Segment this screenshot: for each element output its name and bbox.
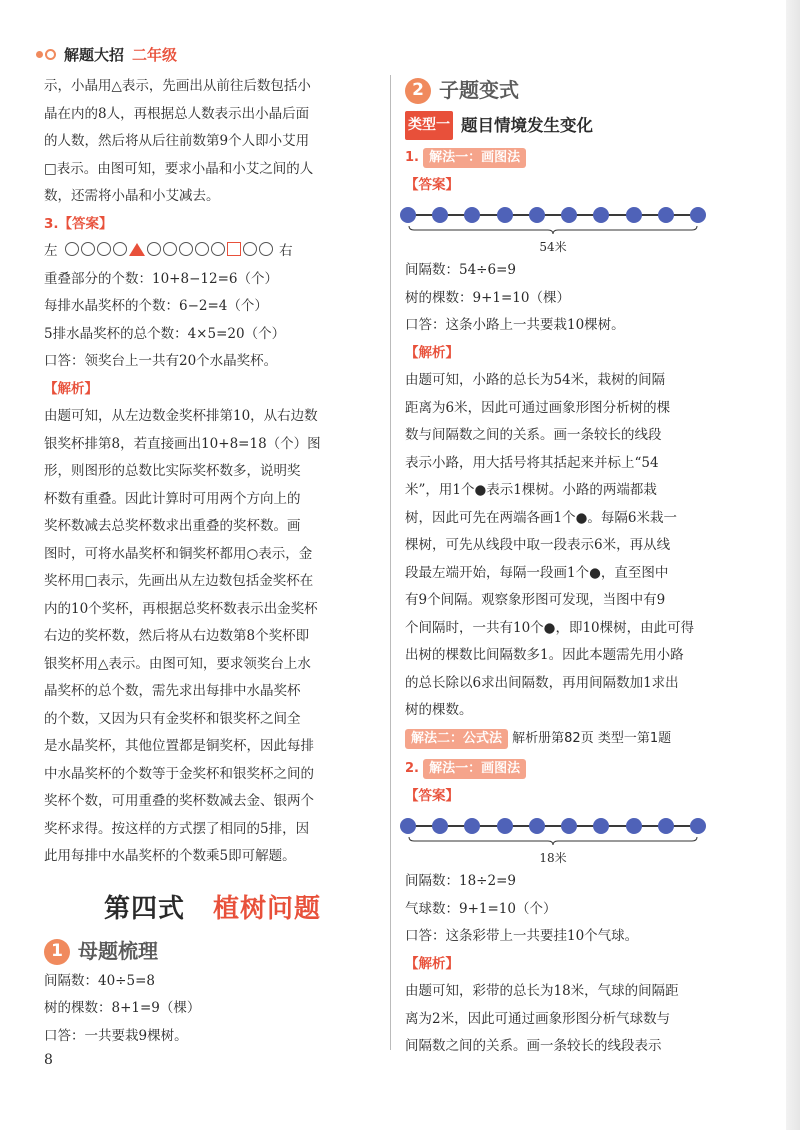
- balloon-diagram: [405, 812, 705, 864]
- road-line: [408, 214, 698, 216]
- text-line: 数与间隔数之间的关系。画一条较长的线段: [405, 427, 662, 443]
- dot-icon: [658, 207, 674, 223]
- analysis-paragraph: [44, 403, 377, 871]
- dot-icon: [690, 818, 706, 834]
- square-icon: [227, 242, 241, 256]
- text-line: 晶奖杯的总个数，需先求出每排中水晶奖杯: [44, 683, 301, 699]
- text-line: 间隔数之间的关系。画一条较长的线段表示: [405, 1038, 662, 1054]
- dot-icon: [561, 207, 577, 223]
- dot-icon: [497, 818, 513, 834]
- text-line: 奖杯用□表示，先画出从左边数包括金奖杯在: [44, 573, 314, 589]
- type-tag: 类型一: [405, 111, 453, 141]
- text-line: 银奖杯排第8，若直接画出10+8=18（个）图: [44, 435, 321, 452]
- dot-icon: [529, 818, 545, 834]
- method-line: [405, 755, 735, 783]
- question-number: 1.: [405, 150, 419, 165]
- header-title: 解题大招: [64, 46, 125, 64]
- answer-line: 间隔数：54÷6=9: [405, 262, 516, 278]
- text-line: 段最左端开始，每隔一段画1个●，直至图中: [405, 564, 669, 581]
- circle-icon: [147, 242, 161, 256]
- circle-icon: [97, 242, 111, 256]
- dot-icon: [593, 207, 609, 223]
- answer-line: 树的棵数：9+1=10（棵）: [405, 289, 570, 306]
- dot-icon: [529, 207, 545, 223]
- question-number: 2.: [405, 761, 419, 776]
- type-title: 题目情境发生变化: [461, 115, 593, 135]
- answer-line: 口答：领奖台上一共有20个水晶奖杯。: [44, 353, 278, 369]
- text-line: 图时，可将水晶奖杯和铜奖杯都用○表示，金: [44, 545, 313, 562]
- chapter-number: 第四式: [104, 894, 186, 924]
- question-number: 3.: [44, 215, 59, 232]
- dot-icon: [432, 207, 448, 223]
- left-column: [44, 73, 377, 871]
- text-line: 杯数有重叠。因此计算时可用两个方向上的: [44, 490, 301, 507]
- dot-icon: [464, 818, 480, 834]
- dot-icon: [626, 818, 642, 834]
- circle-icon: [81, 242, 95, 256]
- circle-icon: [113, 242, 127, 256]
- section-number-badge: 2: [405, 78, 431, 104]
- text-line: 距离为6米，因此可通过画象形图分析树的棵: [405, 399, 671, 416]
- dot-icon: [400, 818, 416, 834]
- answer-line: 每排水晶奖杯的个数：6−2=4（个）: [44, 298, 268, 314]
- text-line: 奖杯数减去总奖杯数求出重叠的奖杯数。画: [44, 518, 301, 534]
- section-1-title: [44, 938, 377, 966]
- answer-line: 重叠部分的个数：10+8−12=6（个）: [44, 270, 278, 287]
- text-line: 内的10个奖杯，再根据总奖杯数表示出金奖杯: [44, 600, 318, 617]
- answer-line: 间隔数：40÷5=8: [44, 972, 155, 989]
- text-line: 数，还需将小晶和小艾减去。: [44, 188, 220, 204]
- dot-icon: [400, 207, 416, 223]
- text-line: 形，则图形的总数比实际奖杯数多，说明奖: [44, 463, 301, 479]
- text-line: 奖杯求得。按这样的方式摆了相同的5排，因: [44, 820, 310, 837]
- dot-icon: [658, 818, 674, 834]
- header-dot-icon: [36, 51, 43, 58]
- tree-diagram: [405, 201, 705, 253]
- column-divider: [390, 75, 391, 1050]
- section-2-title: [405, 77, 735, 105]
- text-line: 银奖杯用△表示。由图可知，要求领奖台上水: [44, 655, 311, 672]
- header-grade: 二年级: [132, 46, 178, 64]
- dot-icon: [561, 818, 577, 834]
- length-label: 54米: [539, 240, 567, 254]
- circle-icon: [243, 242, 257, 256]
- method-tag: 解法一：画图法: [423, 148, 526, 168]
- answer-line: 气球数：9+1=10（个）: [405, 900, 557, 917]
- dot-icon: [497, 207, 513, 223]
- method-tag: 解法二：公式法: [405, 729, 508, 749]
- answer-line: 5排水晶奖杯的总个数：4×5=20（个）: [44, 325, 286, 342]
- text-line: □表示。由图可知，要求小晶和小艾之间的人: [44, 160, 314, 177]
- dot-icon: [432, 818, 448, 834]
- method-reference: 解析册第82页 类型一第1题: [512, 730, 672, 746]
- length-label: 18米: [539, 851, 567, 865]
- text-line: 示，小晶用△表示，先画出从前往后数包括小: [44, 78, 311, 94]
- circle-icon: [65, 242, 79, 256]
- section-title-text: 子题变式: [439, 78, 519, 102]
- circle-icon: [179, 242, 193, 256]
- text-line: 的人数，然后将从后往前数第9个人即小艾用: [44, 133, 310, 149]
- shape-row: [44, 238, 377, 266]
- section-number-badge: 1: [44, 939, 70, 965]
- analysis-paragraph: [405, 367, 735, 725]
- text-line: 此用每排中水晶奖杯的个数乘5即可解题。: [44, 848, 296, 864]
- method-line: [405, 144, 735, 172]
- answer-block: [44, 266, 377, 376]
- row-left-label: 左: [44, 243, 59, 259]
- dot-icon: [626, 207, 642, 223]
- circle-icon: [195, 242, 209, 256]
- answer-line: 树的棵数：8+1=9（棵）: [44, 1000, 201, 1016]
- header-ring-icon: [45, 49, 56, 60]
- text-line: 中水晶奖杯的个数等于金奖杯和银奖杯之间的: [44, 765, 314, 782]
- text-line: 的总长除以6求出间隔数，再用间隔数加1求出: [405, 674, 679, 691]
- answer-label: 【答案】: [405, 176, 459, 193]
- dot-icon: [464, 207, 480, 223]
- method-tag: 解法一：画图法: [423, 759, 526, 779]
- text-line: 由题可知，小路的总长为54米，栽树的间隔: [405, 372, 666, 388]
- text-line: 由题可知，从左边数金奖杯排第10，从右边数: [44, 408, 318, 424]
- section-title-text: 母题梳理: [78, 939, 158, 963]
- right-column: [405, 73, 735, 1061]
- text-line: 晶在内的8人，再根据总人数表示出小晶后面: [44, 105, 310, 122]
- text-line: 棵树，可先从线段中取一段表示6米，再从线: [405, 537, 671, 553]
- answer-line: 口答：这条小路上一共要栽10棵树。: [405, 317, 625, 333]
- ribbon-line: [408, 825, 698, 827]
- answer-label: 【答案】: [58, 215, 113, 232]
- mother-problem-section: [44, 938, 377, 1050]
- page-header: [36, 44, 177, 65]
- text-line: 树的棵数。: [405, 702, 473, 718]
- text-line: 离为2米，因此可通过画象形图分析气球数与: [405, 1010, 671, 1027]
- text-line: 个间隔时，一共有10个●，即10棵树，由此可得: [405, 619, 695, 636]
- page-edge: [786, 0, 800, 1130]
- answer-line: 间隔数：18÷2=9: [405, 873, 516, 889]
- question-3-heading: [44, 211, 377, 239]
- text-line: 右边的奖杯数，然后将从右边数第8个奖杯即: [44, 628, 310, 644]
- text-line: 有9个间隔。观察象形图可发现，当图中有9: [405, 592, 666, 608]
- analysis-label: 【解析】: [405, 955, 459, 972]
- method-line: [405, 725, 735, 753]
- dot-icon: [593, 818, 609, 834]
- answer-label: 【答案】: [405, 787, 459, 804]
- page-number: 8: [44, 1052, 53, 1068]
- text-line: 树，因此可先在两端各画1个●。每隔6米栽一: [405, 509, 677, 526]
- analysis-paragraph: [405, 978, 735, 1061]
- analysis-label: 【解析】: [44, 380, 98, 397]
- text-line: 出树的棵数比间隔数多1。因此本题需先用小路: [405, 647, 684, 663]
- chapter-title: [104, 888, 321, 925]
- answer-line: 口答：一共要栽9棵树。: [44, 1027, 188, 1044]
- text-line: 是水晶奖杯，其他位置都是铜奖杯，因此每排: [44, 738, 314, 754]
- answer-line: 口答：这条彩带上一共要挂10个气球。: [405, 928, 639, 944]
- circle-icon: [163, 242, 177, 256]
- chapter-topic: 植树问题: [213, 894, 322, 924]
- text-line: 奖杯个数，可用重叠的奖杯数减去金、银两个: [44, 793, 314, 809]
- text-line: 由题可知，彩带的总长为18米，气球的间隔距: [405, 983, 679, 999]
- dot-icon: [690, 207, 706, 223]
- intro-paragraph: [44, 73, 377, 211]
- text-line: 的个数，又因为只有金奖杯和银奖杯之间全: [44, 710, 301, 727]
- row-right-label: 右: [279, 243, 294, 259]
- text-line: 米”，用1个●表示1棵树。小路的两端都栽: [405, 482, 657, 498]
- text-line: 表示小路，用大括号将其括起来并标上“54: [405, 454, 659, 471]
- triangle-icon: [129, 243, 145, 256]
- type-heading: [405, 111, 735, 141]
- circle-icon: [259, 242, 273, 256]
- analysis-label: 【解析】: [405, 344, 459, 361]
- circle-icon: [211, 242, 225, 256]
